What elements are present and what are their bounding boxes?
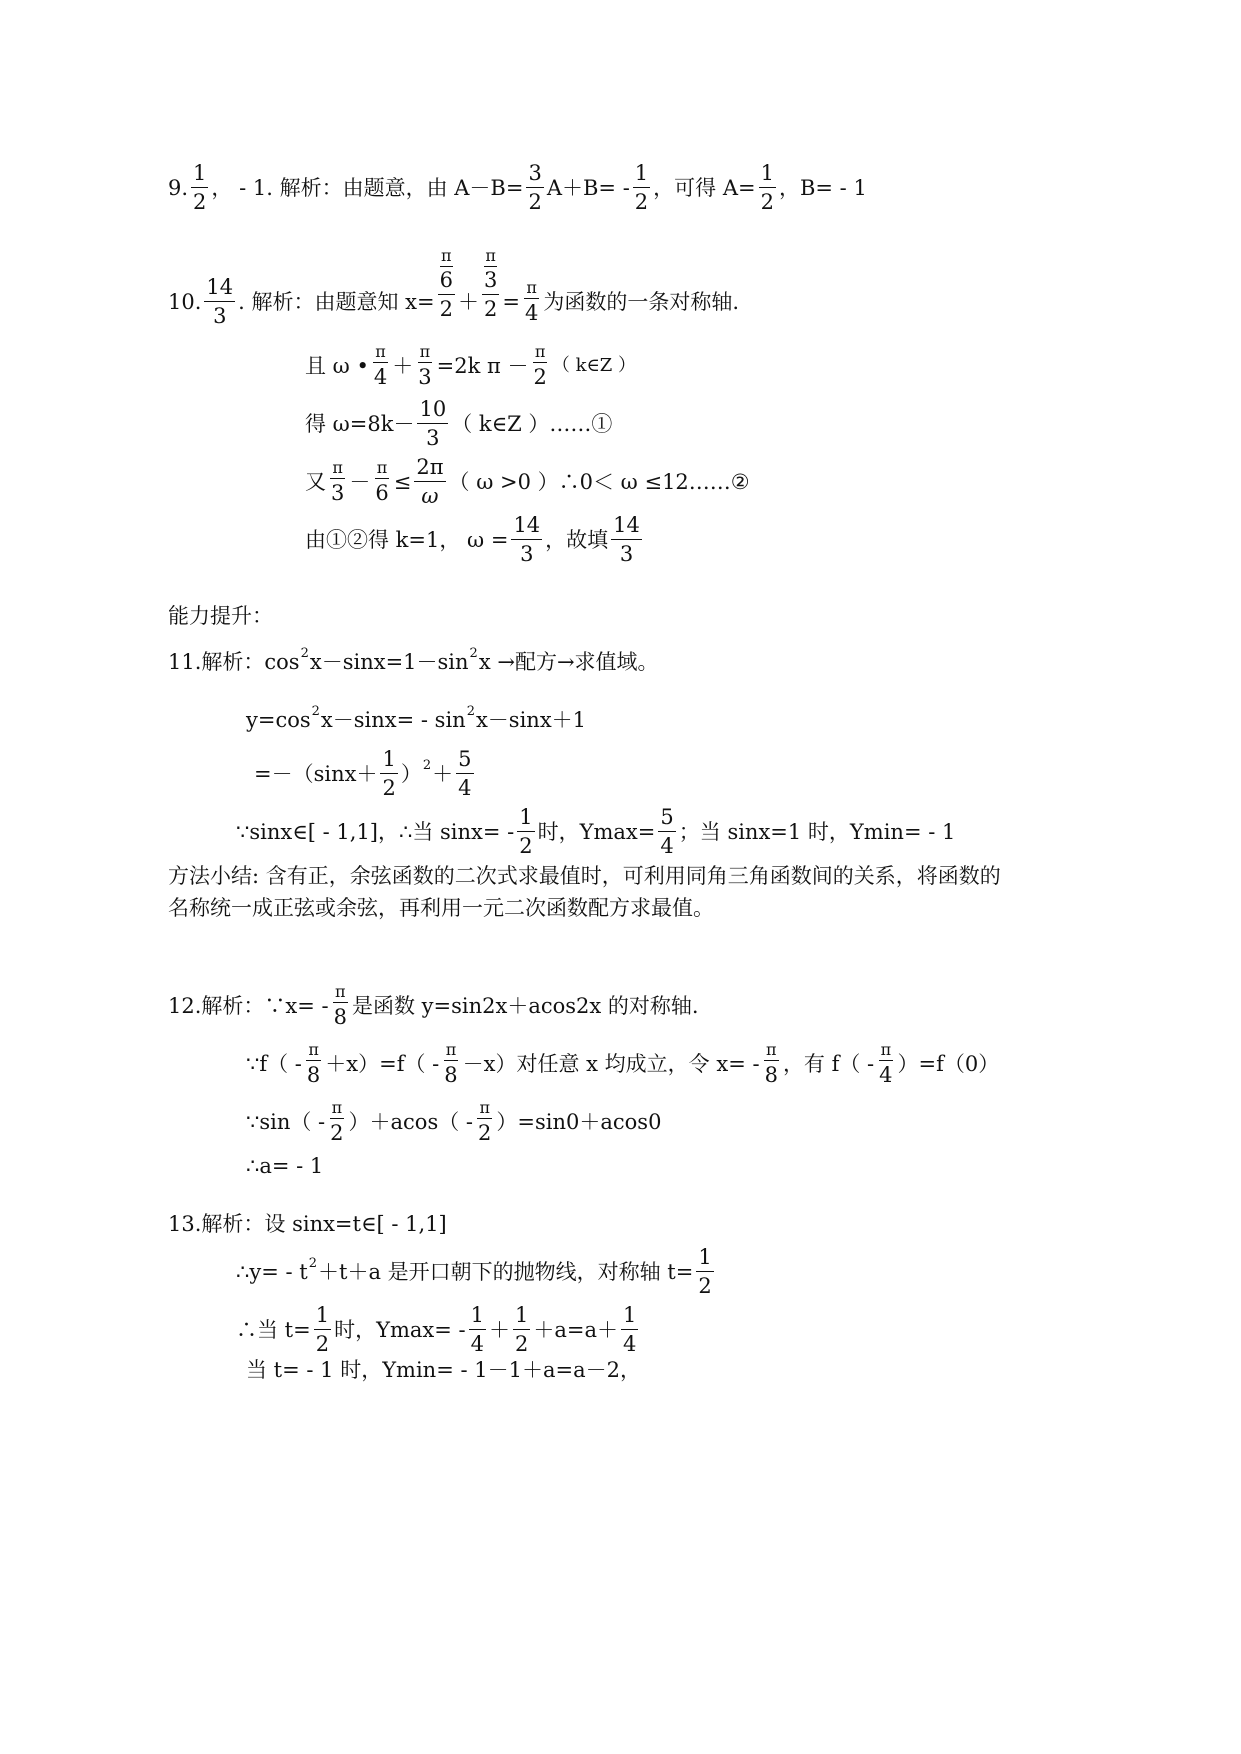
text: ， - 1. 解析：由题意，由 A－B= [211, 175, 524, 200]
p11-line-4 [236, 804, 956, 858]
p10-line-5 [305, 512, 645, 566]
text: ；当 sinx=1 时，Ymin= - 1 [678, 819, 956, 844]
p12-line-2 [246, 1039, 1000, 1088]
exponent: 2 [300, 645, 309, 661]
fraction [314, 1304, 331, 1356]
fraction [531, 343, 548, 390]
numerator: 5 [658, 806, 675, 832]
p9-number: 9. [168, 175, 189, 200]
denominator: 4 [660, 834, 674, 858]
denominator: 8 [306, 1063, 321, 1088]
text: ，B= - 1 [778, 175, 867, 200]
text: ＋ [432, 761, 454, 786]
text: （ k∈Z ） [551, 355, 637, 376]
fraction [759, 162, 776, 214]
fraction [621, 1304, 638, 1356]
fraction [204, 276, 235, 328]
denominator: 2 [483, 296, 498, 321]
numerator: π [879, 1041, 894, 1062]
numerator: π [330, 459, 345, 480]
numerator: π [375, 459, 390, 480]
text: ＋ [392, 353, 414, 378]
text: （ k∈Z ）……① [451, 411, 613, 436]
text: ，可得 A= [653, 175, 756, 200]
p13-line-3 [236, 1302, 641, 1356]
denominator: 3 [520, 542, 534, 566]
denominator: 2 [382, 776, 396, 800]
text: y=cos [246, 707, 311, 732]
fraction [380, 748, 397, 800]
exponent: 2 [422, 757, 432, 773]
denominator: 4 [470, 1332, 484, 1356]
compound-numerator [482, 247, 499, 295]
text: . 解析：由题意知 x= [238, 289, 435, 314]
denominator: 4 [373, 365, 388, 390]
text: 12.解析：∵x= - [168, 993, 329, 1018]
fraction [414, 456, 445, 508]
p13-line-1: 13.解析：设 sinx=t∈[ - 1,1] [168, 1211, 447, 1236]
p12-line-3 [246, 1097, 662, 1146]
numerator: 3 [526, 162, 543, 188]
p13-line-4: 当 t= - 1 时，Ymin= - 1－1＋a=a－2， [246, 1357, 641, 1382]
numerator: π [330, 1099, 345, 1120]
text: ）＋acos（ - [348, 1109, 474, 1134]
text: ） [400, 761, 422, 786]
text: 为函数的一条对称轴. [543, 289, 740, 314]
exponent: 2 [469, 645, 478, 661]
text: ）=f（0） [897, 1051, 1000, 1076]
p10-number: 10. [168, 289, 202, 314]
compound-numerator [438, 247, 455, 295]
fraction [372, 343, 389, 390]
p12-line-1 [168, 981, 699, 1030]
denominator: 2 [330, 1121, 344, 1146]
p13-line-2 [236, 1244, 717, 1298]
denominator: 3 [213, 304, 227, 328]
numerator: 1 [513, 1304, 530, 1330]
denominator: 3 [619, 542, 634, 566]
denominator: 8 [444, 1063, 458, 1088]
fraction [373, 459, 390, 506]
p10-line-4 [305, 454, 750, 508]
text: 且 ω • [305, 353, 369, 378]
text: 11.解析：cos [168, 649, 300, 674]
exponent: 2 [466, 703, 475, 719]
numerator: π [477, 1099, 492, 1120]
denominator: 3 [418, 365, 432, 390]
p12-line-4: ∴a= - 1 [246, 1153, 324, 1178]
inner-denominator: 6 [439, 267, 453, 292]
fraction [442, 1041, 459, 1088]
text: －x）对任意 x 均成立，令 x= - [462, 1051, 760, 1076]
numerator: 1 [621, 1304, 638, 1330]
numerator: π [533, 343, 548, 364]
text: ∵f（ - [246, 1051, 302, 1076]
numerator: π [306, 1041, 321, 1062]
denominator: 2 [514, 1332, 529, 1356]
text: 时，Ymax= [537, 819, 656, 844]
text: ＋t＋a 是开口朝下的抛物线，对称轴 t= [318, 1259, 694, 1284]
text: ）=sin0＋acos0 [496, 1109, 662, 1134]
compound-fraction [482, 247, 499, 321]
text: ，有 f（ - [782, 1051, 875, 1076]
numerator: 1 [517, 806, 534, 832]
denominator: 2 [315, 1332, 330, 1356]
numerator: 14 [204, 276, 235, 302]
fraction [523, 279, 540, 326]
numerator: π [333, 983, 348, 1004]
fraction [305, 1041, 322, 1088]
p10-line-2 [305, 341, 637, 390]
denominator: 4 [879, 1063, 893, 1088]
denominator: 2 [698, 1274, 712, 1298]
inner-numerator: π [485, 246, 496, 266]
plus: ＋ [457, 289, 479, 314]
text: ＋a=a＋ [533, 1317, 618, 1342]
numerator: 5 [456, 748, 473, 774]
denominator: 2 [193, 190, 207, 214]
text: 由①②得 k=1， ω = [305, 527, 509, 552]
numerator: 1 [696, 1246, 713, 1272]
fraction [633, 162, 650, 214]
denominator: 2 [634, 190, 649, 214]
text: A＋B= - [546, 175, 630, 200]
inner-denominator: 3 [483, 267, 498, 292]
denominator: 8 [764, 1063, 778, 1088]
text: ，故填 [545, 527, 609, 552]
denominator: 2 [439, 296, 453, 321]
exponent: 2 [311, 703, 320, 719]
p10-line-1 [168, 246, 740, 342]
numerator: 14 [611, 514, 642, 540]
numerator: 1 [469, 1304, 486, 1330]
fraction [526, 162, 543, 214]
fraction [511, 514, 542, 566]
denominator: 2 [528, 190, 542, 214]
denominator: 4 [458, 776, 472, 800]
p11-line-2 [246, 700, 586, 740]
p9-line [168, 160, 867, 214]
compound-fraction [438, 247, 455, 321]
text: 得 ω=8k－ [305, 411, 415, 436]
denominator: 3 [426, 426, 440, 450]
numerator: 1 [314, 1304, 331, 1330]
fraction [696, 1246, 713, 1298]
fraction [763, 1041, 780, 1088]
fraction [513, 1304, 530, 1356]
p11-summary-line-2: 名称统一成正弦或余弦，再利用一元二次函数配方求最值。 [168, 895, 714, 920]
numerator: π [444, 1041, 459, 1062]
fraction [517, 806, 534, 858]
exponent: 2 [308, 1255, 317, 1271]
fraction [658, 806, 675, 858]
numerator: π [418, 343, 433, 364]
fraction [877, 1041, 894, 1088]
text: （ ω >0 ）∴0＜ ω ≤12……② [448, 469, 750, 494]
text: x－sinx＋1 [475, 707, 587, 732]
equals: = [502, 289, 520, 314]
text: 时，Ymax= - [334, 1317, 466, 1342]
text: － [349, 469, 371, 494]
text: 是函数 y=sin2x＋acos2x 的对称轴. [351, 993, 699, 1018]
denominator: 4 [623, 1332, 637, 1356]
fraction [329, 459, 346, 506]
denominator: 3 [331, 481, 345, 506]
denominator: 4 [524, 301, 539, 326]
numerator: π [764, 1041, 779, 1062]
numerator: 1 [633, 162, 650, 188]
numerator: 10 [417, 398, 448, 424]
text: x－sinx= - sin [320, 707, 466, 732]
denominator: 8 [333, 1005, 347, 1030]
text: =－（sinx＋ [254, 761, 378, 786]
text: ∴当 t= [236, 1317, 311, 1342]
fraction [417, 398, 448, 450]
denominator: 6 [375, 481, 389, 506]
fraction [332, 983, 349, 1030]
denominator: 2 [533, 365, 547, 390]
fraction [611, 514, 642, 566]
fraction [476, 1099, 493, 1146]
p11-summary-line-1: 方法小结: 含有正，余弦函数的二次式求最值时，可利用同角三角函数间的关系，将函数的 [168, 863, 1001, 888]
numerator: π [373, 343, 388, 364]
denominator: 2 [519, 834, 533, 858]
text: x－sinx=1－sin [309, 649, 469, 674]
numerator: 14 [511, 514, 542, 540]
denominator: 2 [760, 190, 774, 214]
text: ＋x）=f（ - [325, 1051, 440, 1076]
denominator: ω [421, 484, 439, 508]
text: ∴y= - t [236, 1259, 308, 1284]
p11-line-3 [254, 746, 477, 800]
text: ∵sinx∈[ - 1,1]，∴当 sinx= - [236, 819, 515, 844]
numerator: 1 [191, 162, 208, 188]
text: 又 [305, 469, 326, 494]
text: ≤ [393, 469, 412, 494]
text: =2k π － [436, 353, 529, 378]
text: ∵sin（ - [246, 1109, 326, 1134]
fraction [328, 1099, 345, 1146]
fraction [191, 162, 208, 214]
fraction [469, 1304, 486, 1356]
fraction [416, 343, 433, 390]
inner-numerator: π [441, 246, 452, 266]
fraction [456, 748, 473, 800]
denominator: 2 [478, 1121, 492, 1146]
section-heading: 能力提升： [168, 603, 273, 628]
numerator: 1 [380, 748, 397, 774]
text: x →配方→求值域。 [478, 649, 659, 674]
p11-line-1 [168, 642, 659, 682]
numerator: 2π [414, 456, 445, 482]
numerator: π [524, 279, 539, 300]
numerator: 1 [759, 162, 776, 188]
text: ＋ [488, 1317, 510, 1342]
p10-line-3 [305, 396, 613, 450]
